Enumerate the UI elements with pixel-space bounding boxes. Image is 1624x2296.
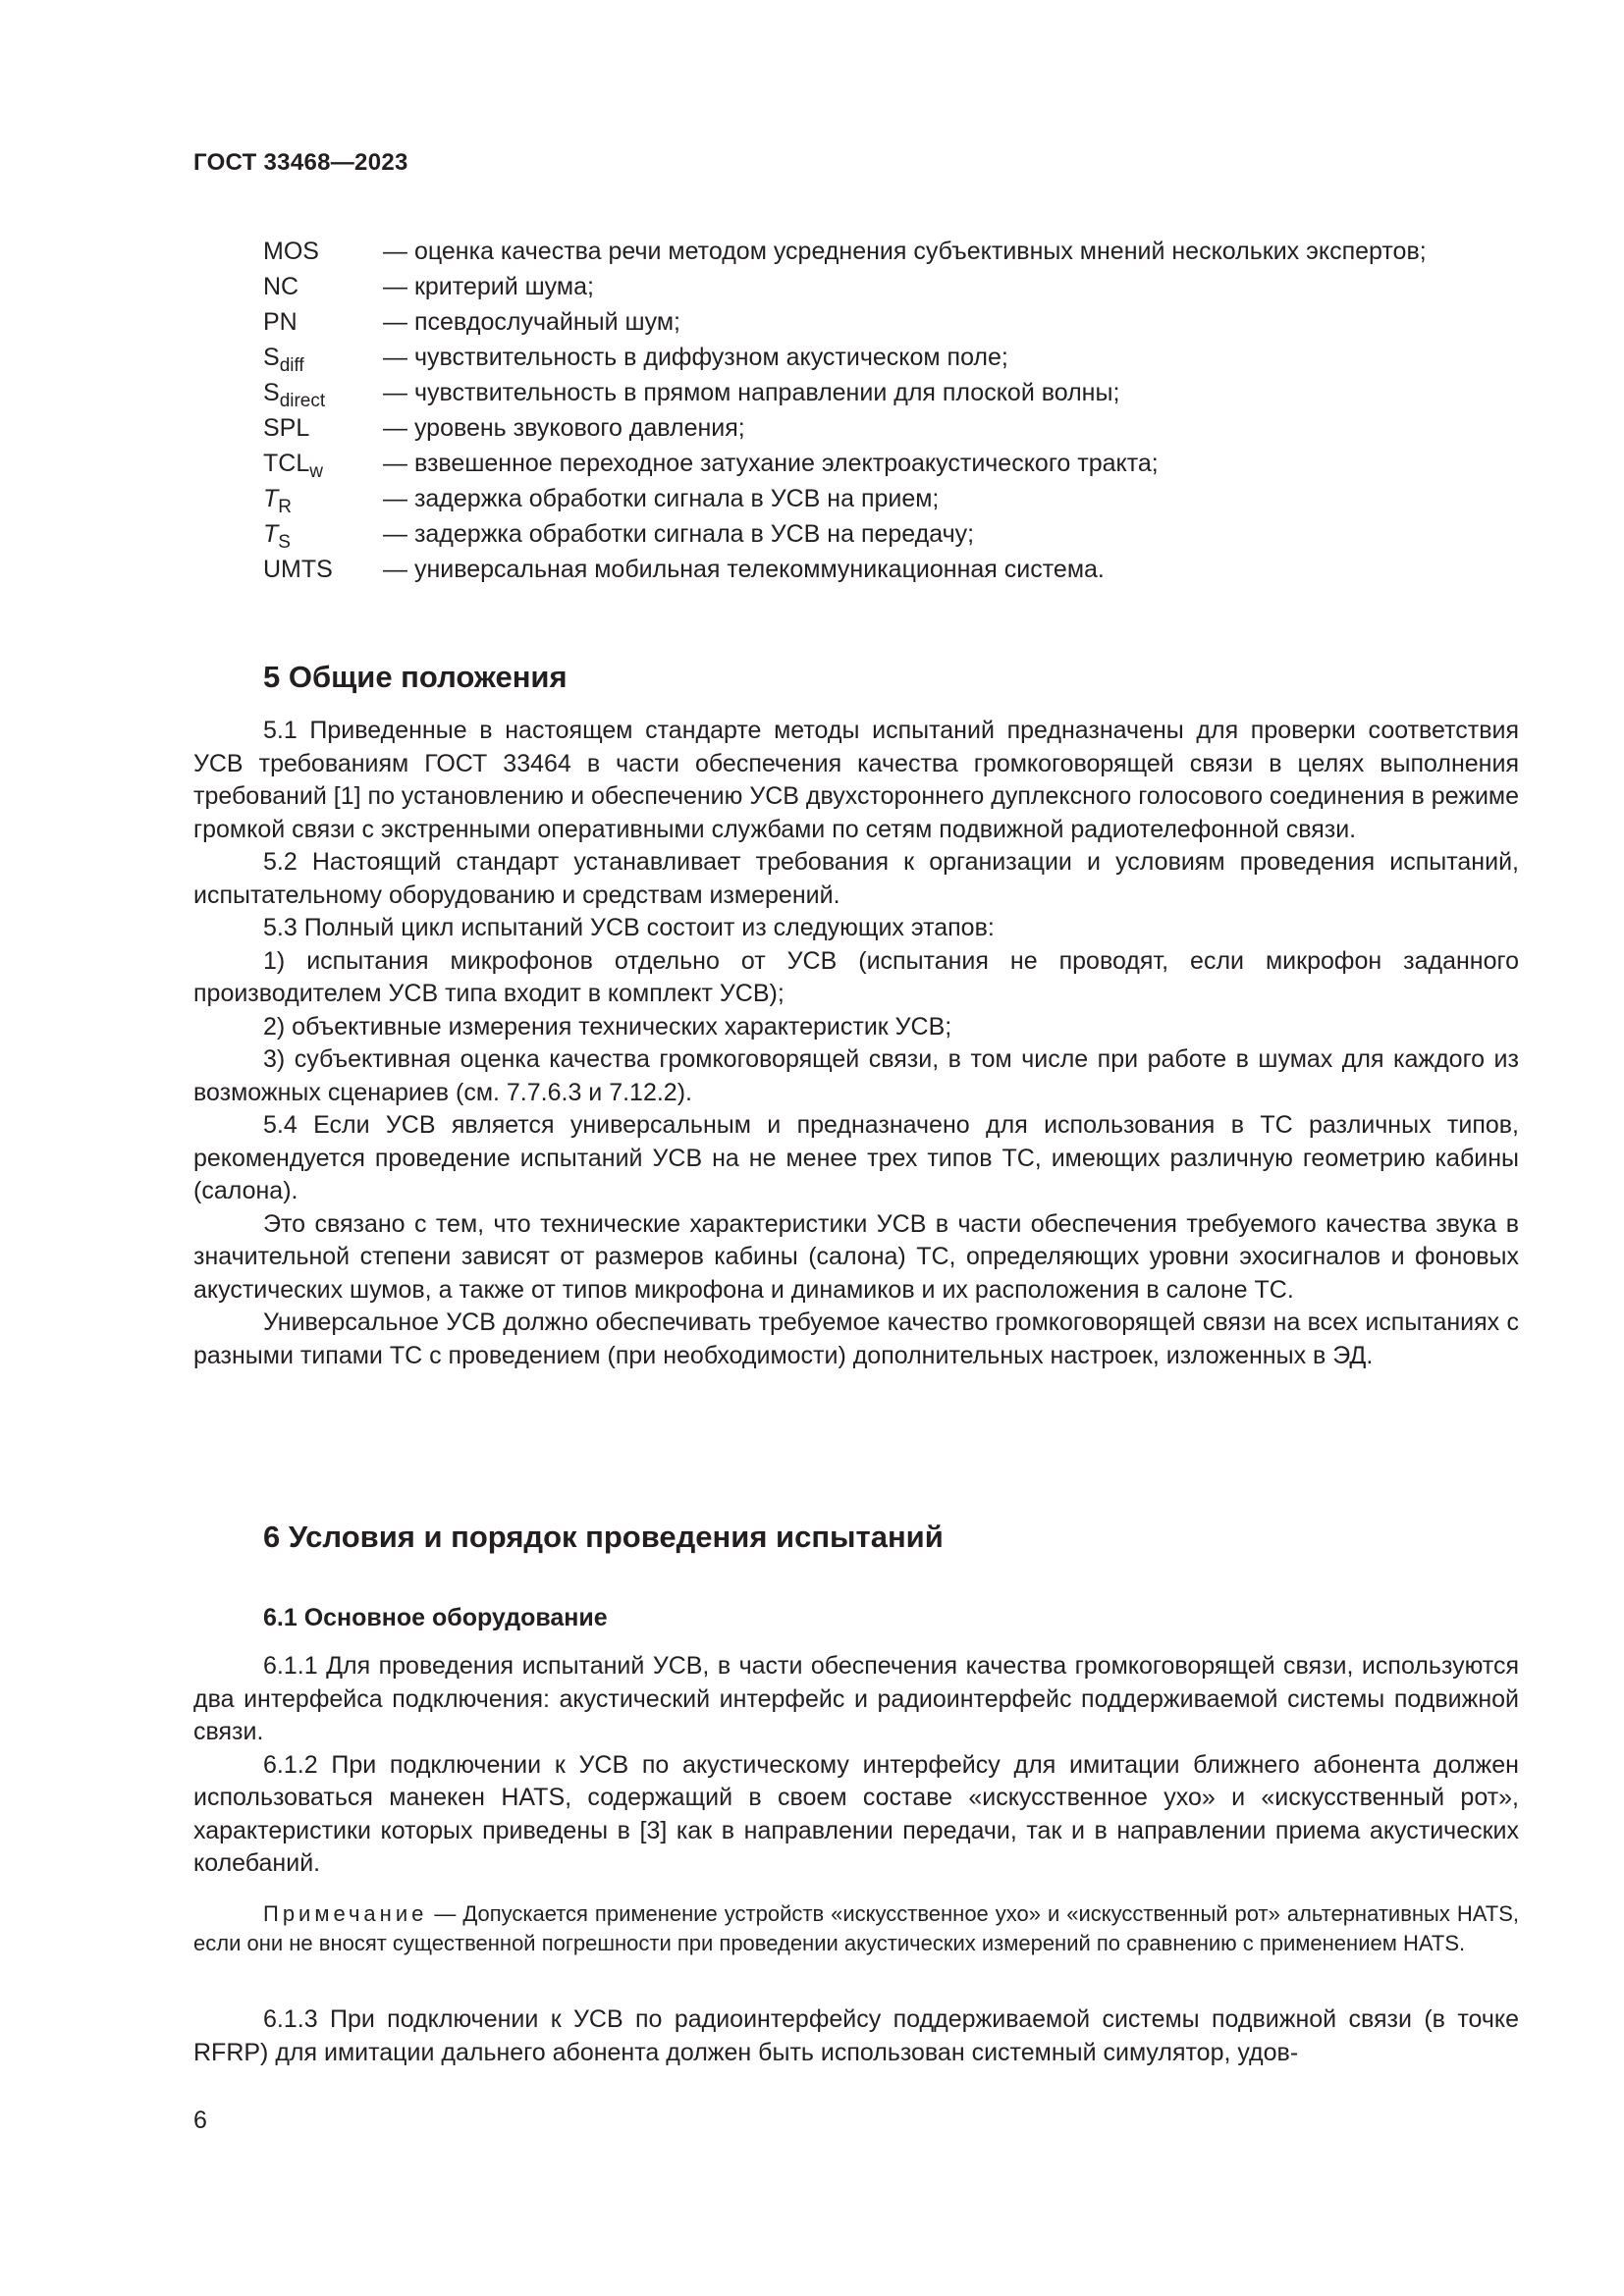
paragraph: Универсальное УСВ должно обеспечивать требуемое качество громкоговорящей связи на всех испытаниях с разными типами ТС с проведением (при необходимости) дополнительных настроек, изложенных в ЭД. bbox=[193, 1308, 1519, 1369]
abbreviation-row bbox=[263, 340, 1520, 375]
abbreviation-definition: — псевдослучайный шум; bbox=[383, 308, 680, 336]
abbreviation-term: $T_R$ bbox=[263, 485, 293, 517]
abbreviation-term: PN bbox=[263, 308, 298, 336]
abbreviation-row bbox=[263, 410, 1520, 446]
paragraph: 1) испытания микрофонов отдельно от УСВ (испытания не проводят, если микрофон заданного производителем УСВ типа входит в комплект УСВ); bbox=[193, 946, 1519, 1007]
abbreviation-term: SPL bbox=[263, 414, 310, 442]
abbreviation-definition: — взвешенное переходное затухание электроакустического тракта; bbox=[383, 450, 1159, 477]
abbreviation-term: $TCL_w$ bbox=[263, 450, 323, 482]
paragraph: 5.4 Если УСВ является универсальным и предназначено для использования в ТС различных типов, рекомендуется проведение испытаний УСВ на не менее трех типов ТС, имеющих различную геометрию кабины (салона). bbox=[193, 1111, 1519, 1204]
abbreviation-row bbox=[263, 304, 1520, 340]
abbreviation-definition: — критерий шума; bbox=[383, 273, 594, 300]
paragraph: 2) объективные измерения технических характеристик УСВ; bbox=[263, 1012, 952, 1041]
paragraph: Это связано с тем, что технические характеристики УСВ в части обеспечения требуемого качества звука в значительной степени зависят от размеров кабины (салона) ТС, определяющих уровни эхосигналов и фоновых акустических шумов, а также от типов микрофона и динамиков и их расположения в салоне ТС. bbox=[193, 1209, 1519, 1304]
paragraph: 3) субъективная оценка качества громкоговорящей связи, в том числе при работе в шумах для каждого из возможных сценариев (см. 7.7.6.3 и 7.12.2). bbox=[193, 1045, 1519, 1106]
abbreviation-row bbox=[263, 269, 1520, 304]
abbreviation-term: $S_{direct}$ bbox=[263, 379, 326, 411]
paragraph: 5.2 Настоящий стандарт устанавливает требования к организации и условиям проведения испытаний, испытательному оборудованию и средствам измерений. bbox=[193, 848, 1519, 909]
section-6-body-continued bbox=[193, 2003, 1519, 2069]
section-5-body bbox=[193, 715, 1519, 1372]
abbreviation-row bbox=[263, 481, 1520, 516]
note-paragraph bbox=[193, 1899, 1519, 1958]
note bbox=[193, 1899, 1519, 1958]
abbreviation-row bbox=[263, 375, 1520, 410]
section-6-body bbox=[193, 1650, 1519, 1881]
abbreviation-definition: — оценка качества речи методом усреднения субъективных мнений нескольких экспертов; bbox=[383, 238, 1427, 265]
abbreviation-row bbox=[263, 234, 1520, 269]
subsection-6-1-title: 6.1 Основное оборудование bbox=[263, 1604, 608, 1631]
note-text: — Допускается применение устройств «искусственное ухо» и «искусственный рот» альтернативных HATS, если они не вносят существенной погрешности при проведении акустических измерений по сравнению с применением HATS. bbox=[193, 1901, 1519, 1955]
abbreviation-definition: — чувствительность в прямом направлении для плоской волны; bbox=[383, 379, 1120, 406]
abbreviation-definition: — универсальная мобильная телекоммуникационная система. bbox=[383, 556, 1105, 583]
abbreviation-row bbox=[263, 516, 1520, 552]
abbreviation-definition: — уровень звукового давления; bbox=[383, 414, 745, 442]
abbreviation-term: NC bbox=[263, 273, 299, 300]
paragraph: 5.1 Приведенные в настоящем стандарте методы испытаний предназначены для проверки соответствия УСВ требованиям ГОСТ 33464 в части обеспечения качества громкоговорящей связи в целях выполнения требований [1] по установлению и обеспечению УСВ двухстороннего дуплексного голосового соединения в режиме громкой связи с экстренными оперативными службами по сетям подвижной радиотелефонной связи. bbox=[193, 717, 1520, 843]
abbreviation-definition: — задержка обработки сигнала в УСВ на прием; bbox=[383, 485, 940, 512]
section-6-title: 6 Условия и порядок проведения испытаний bbox=[263, 1520, 944, 1554]
section-5-title: 5 Общие положения bbox=[263, 660, 568, 694]
note-label: Примечание bbox=[263, 1901, 428, 1926]
abbreviation-term: MOS bbox=[263, 238, 319, 265]
abbreviation-list bbox=[263, 234, 1520, 587]
page-number: 6 bbox=[193, 2107, 207, 2134]
abbreviation-term: $T_S$ bbox=[263, 520, 291, 553]
document-header: ГОСТ 33468—2023 bbox=[193, 149, 408, 176]
abbreviation-term: UMTS bbox=[263, 556, 333, 583]
abbreviation-definition: — чувствительность в диффузном акустическом поле; bbox=[383, 344, 1008, 371]
abbreviation-row bbox=[263, 446, 1520, 481]
paragraph: 5.3 Полный цикл испытаний УСВ состоит из следующих этапов: bbox=[263, 914, 995, 941]
paragraph: 6.1.1 Для проведения испытаний УСВ, в части обеспечения качества громкоговорящей связи, используются два интерфейса подключения: акустический интерфейс и радиоинтерфейс поддерживаемой системы подвижной связи. bbox=[193, 1652, 1519, 1745]
abbreviation-row bbox=[263, 552, 1520, 587]
abbreviation-definition: — задержка обработки сигнала в УСВ на передачу; bbox=[383, 520, 975, 548]
abbreviation-term: $S_{diff}$ bbox=[263, 344, 304, 376]
paragraph: 6.1.2 При подключении к УСВ по акустическому интерфейсу для имитации ближнего абонента должен использоваться манекен HATS, содержащий в своем составе «искусственное ухо» и «искусственный рот», характеристики которых приведены в [3] как в направлении передачи, так и в направлении приема акустических колебаний. bbox=[193, 1750, 1519, 1877]
paragraph: 6.1.3 При подключении к УСВ по радиоинтерфейсу поддерживаемой системы подвижной связи (в точке RFRP) для имитации дальнего абонента должен быть использован системный симулятор, удов- bbox=[193, 2005, 1519, 2066]
